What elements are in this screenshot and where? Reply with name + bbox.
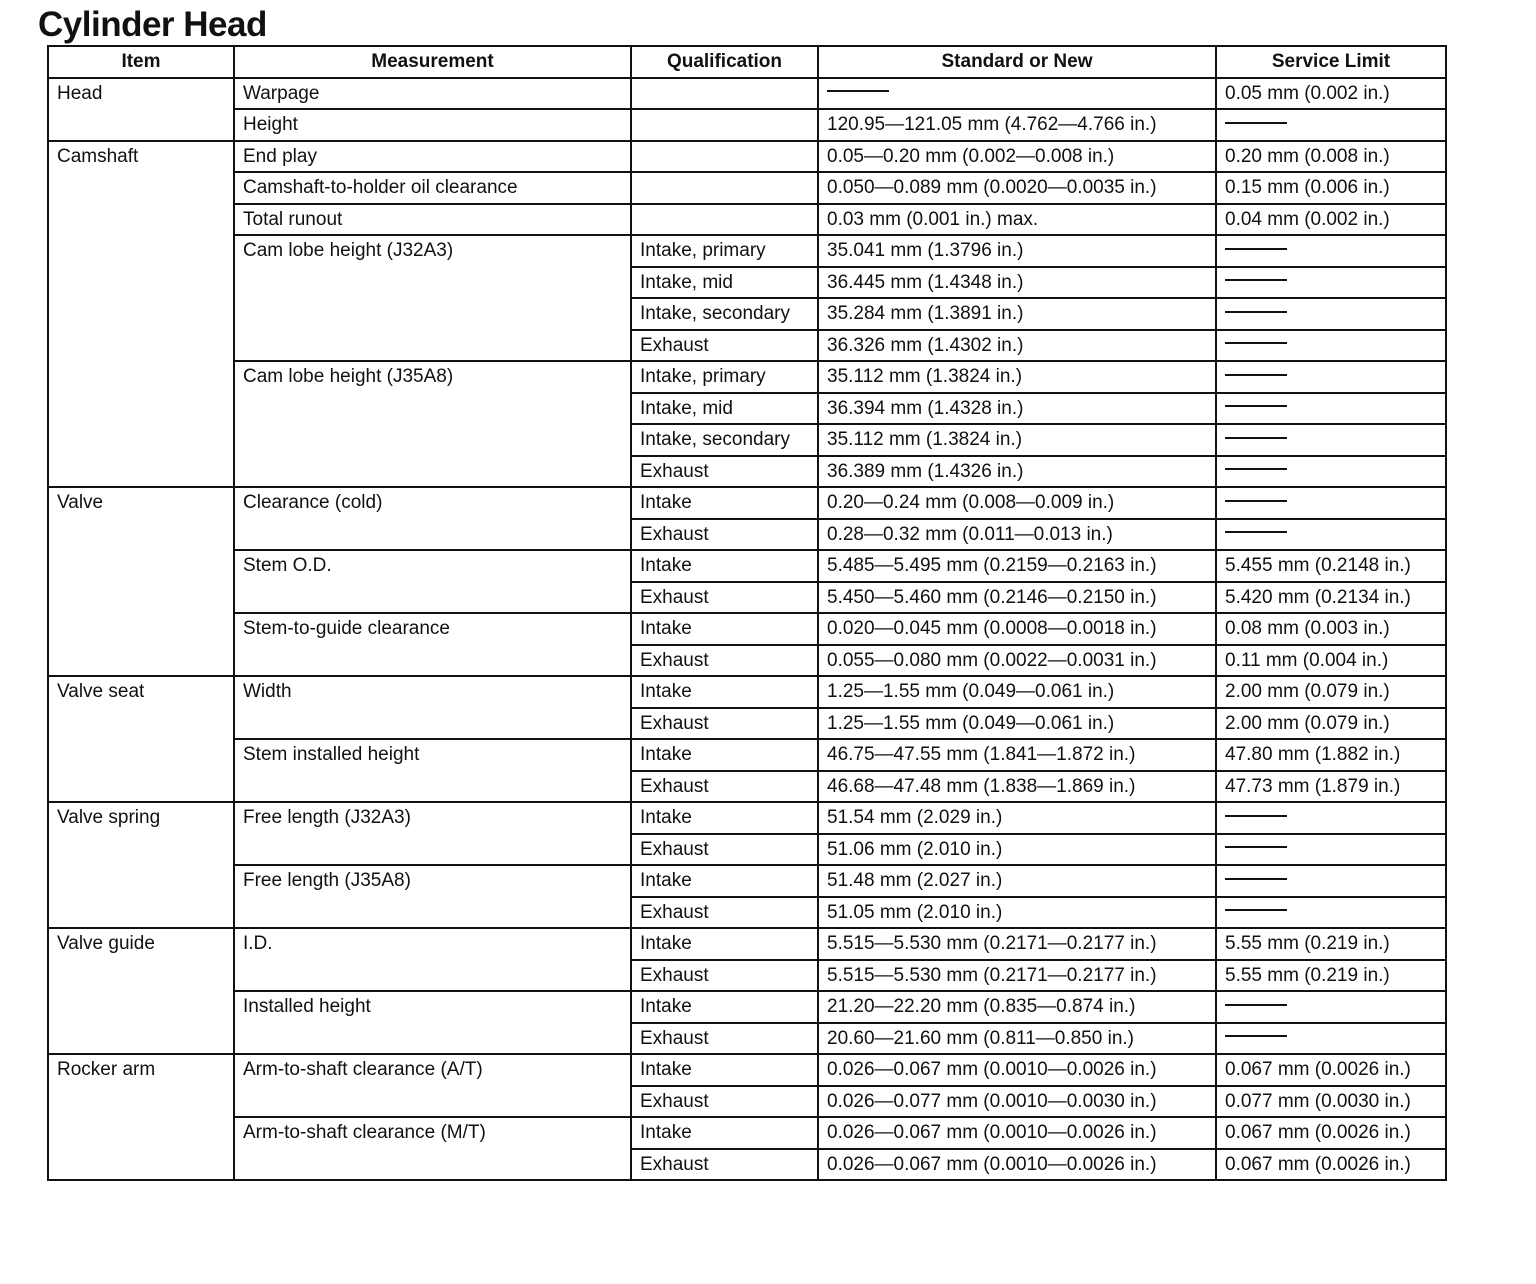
cell-item: Valve (48, 487, 234, 676)
table-row (48, 235, 1446, 267)
cell-service-limit (1216, 456, 1446, 488)
header-measurement: Measurement (234, 46, 631, 78)
cell-service-limit (1216, 487, 1446, 519)
cell-service-limit (1216, 330, 1446, 362)
cell-service-limit: 0.067 mm (0.0026 in.) (1216, 1117, 1446, 1149)
cell-service-limit (1216, 424, 1446, 456)
cell-standard: 1.25—1.55 mm (0.049—0.061 in.) (818, 676, 1216, 708)
cell-qualification: Intake (631, 1054, 818, 1086)
cell-service-limit (1216, 834, 1446, 866)
cell-standard: 5.485—5.495 mm (0.2159—0.2163 in.) (818, 550, 1216, 582)
cell-standard: 46.68—47.48 mm (1.838—1.869 in.) (818, 771, 1216, 803)
cell-service-limit: 0.05 mm (0.002 in.) (1216, 78, 1446, 110)
cell-service-limit (1216, 802, 1446, 834)
cell-service-limit (1216, 109, 1446, 141)
cell-service-limit: 47.73 mm (1.879 in.) (1216, 771, 1446, 803)
cell-standard: 35.112 mm (1.3824 in.) (818, 424, 1216, 456)
table-row (48, 928, 1446, 960)
cell-standard: 5.450—5.460 mm (0.2146—0.2150 in.) (818, 582, 1216, 614)
cell-standard: 36.326 mm (1.4302 in.) (818, 330, 1216, 362)
cell-qualification: Intake, primary (631, 235, 818, 267)
cell-qualification: Intake, primary (631, 361, 818, 393)
cell-qualification: Intake (631, 865, 818, 897)
cell-measurement: Height (234, 109, 631, 141)
cell-standard: 0.026—0.067 mm (0.0010—0.0026 in.) (818, 1149, 1216, 1181)
cell-standard: 0.03 mm (0.001 in.) max. (818, 204, 1216, 236)
cell-qualification: Intake (631, 487, 818, 519)
cell-service-limit (1216, 897, 1446, 929)
cell-standard: 51.54 mm (2.029 in.) (818, 802, 1216, 834)
cell-service-limit (1216, 1023, 1446, 1055)
cell-measurement: Width (234, 676, 631, 739)
cell-item: Head (48, 78, 234, 141)
cell-service-limit: 0.067 mm (0.0026 in.) (1216, 1054, 1446, 1086)
table-row (48, 865, 1446, 897)
cell-service-limit (1216, 298, 1446, 330)
cell-qualification: Intake (631, 928, 818, 960)
table-row (48, 361, 1446, 393)
table-row (48, 739, 1446, 771)
cell-standard: 1.25—1.55 mm (0.049—0.061 in.) (818, 708, 1216, 740)
cell-qualification: Intake (631, 991, 818, 1023)
cell-standard: 51.05 mm (2.010 in.) (818, 897, 1216, 929)
cell-service-limit: 5.55 mm (0.219 in.) (1216, 928, 1446, 960)
cell-standard: 0.05—0.20 mm (0.002—0.008 in.) (818, 141, 1216, 173)
table-row (48, 676, 1446, 708)
cell-service-limit: 0.15 mm (0.006 in.) (1216, 172, 1446, 204)
cell-standard: 35.284 mm (1.3891 in.) (818, 298, 1216, 330)
not-applicable-dash (1225, 405, 1287, 407)
not-applicable-dash (1225, 279, 1287, 281)
not-applicable-dash (1225, 122, 1287, 124)
not-applicable-dash (1225, 248, 1287, 250)
table-row (48, 141, 1446, 173)
cell-standard: 0.055—0.080 mm (0.0022—0.0031 in.) (818, 645, 1216, 677)
cell-service-limit: 0.08 mm (0.003 in.) (1216, 613, 1446, 645)
cell-standard: 35.112 mm (1.3824 in.) (818, 361, 1216, 393)
table-row (48, 613, 1446, 645)
cell-service-limit (1216, 361, 1446, 393)
cell-qualification: Exhaust (631, 834, 818, 866)
cell-standard: 5.515—5.530 mm (0.2171—0.2177 in.) (818, 960, 1216, 992)
cell-standard: 20.60—21.60 mm (0.811—0.850 in.) (818, 1023, 1216, 1055)
cell-service-limit (1216, 865, 1446, 897)
cell-service-limit: 0.067 mm (0.0026 in.) (1216, 1149, 1446, 1181)
cell-qualification: Intake (631, 802, 818, 834)
cell-qualification: Exhaust (631, 330, 818, 362)
cell-qualification: Intake, secondary (631, 424, 818, 456)
cell-qualification: Exhaust (631, 897, 818, 929)
not-applicable-dash (1225, 846, 1287, 848)
cell-qualification (631, 172, 818, 204)
table-row (48, 802, 1446, 834)
cell-measurement: Arm-to-shaft clearance (M/T) (234, 1117, 631, 1180)
cell-measurement: Warpage (234, 78, 631, 110)
cell-service-limit: 2.00 mm (0.079 in.) (1216, 708, 1446, 740)
cell-qualification: Exhaust (631, 1023, 818, 1055)
not-applicable-dash (1225, 311, 1287, 313)
cell-standard (818, 78, 1216, 110)
not-applicable-dash (1225, 531, 1287, 533)
header-service-limit: Service Limit (1216, 46, 1446, 78)
table-row (48, 172, 1446, 204)
cell-standard: 35.041 mm (1.3796 in.) (818, 235, 1216, 267)
header-standard: Standard or New (818, 46, 1216, 78)
cell-standard: 120.95—121.05 mm (4.762—4.766 in.) (818, 109, 1216, 141)
cell-qualification: Exhaust (631, 708, 818, 740)
cell-qualification: Exhaust (631, 456, 818, 488)
table-row (48, 1054, 1446, 1086)
cell-item: Valve guide (48, 928, 234, 1054)
cell-qualification (631, 78, 818, 110)
cell-measurement: End play (234, 141, 631, 173)
cell-service-limit: 47.80 mm (1.882 in.) (1216, 739, 1446, 771)
cell-service-limit: 0.04 mm (0.002 in.) (1216, 204, 1446, 236)
cell-service-limit: 0.11 mm (0.004 in.) (1216, 645, 1446, 677)
cell-service-limit (1216, 235, 1446, 267)
header-qualification: Qualification (631, 46, 818, 78)
table-row (48, 109, 1446, 141)
cell-service-limit (1216, 519, 1446, 551)
not-applicable-dash (1225, 1004, 1287, 1006)
cell-qualification (631, 141, 818, 173)
cell-qualification (631, 204, 818, 236)
cell-standard: 36.394 mm (1.4328 in.) (818, 393, 1216, 425)
not-applicable-dash (1225, 437, 1287, 439)
not-applicable-dash (1225, 500, 1287, 502)
cell-qualification: Intake, mid (631, 393, 818, 425)
cell-measurement: Total runout (234, 204, 631, 236)
cell-measurement: Cam lobe height (J35A8) (234, 361, 631, 487)
cell-standard: 0.026—0.077 mm (0.0010—0.0030 in.) (818, 1086, 1216, 1118)
not-applicable-dash (827, 90, 889, 92)
cell-standard: 21.20—22.20 mm (0.835—0.874 in.) (818, 991, 1216, 1023)
not-applicable-dash (1225, 468, 1287, 470)
cell-measurement: I.D. (234, 928, 631, 991)
cell-standard: 0.20—0.24 mm (0.008—0.009 in.) (818, 487, 1216, 519)
cell-qualification: Intake (631, 550, 818, 582)
cell-standard: 0.050—0.089 mm (0.0020—0.0035 in.) (818, 172, 1216, 204)
table-row (48, 487, 1446, 519)
cell-service-limit: 5.55 mm (0.219 in.) (1216, 960, 1446, 992)
table-row (48, 204, 1446, 236)
cell-service-limit: 0.20 mm (0.008 in.) (1216, 141, 1446, 173)
cell-standard: 5.515—5.530 mm (0.2171—0.2177 in.) (818, 928, 1216, 960)
cell-measurement: Installed height (234, 991, 631, 1054)
spec-table (47, 45, 1447, 1181)
not-applicable-dash (1225, 815, 1287, 817)
cell-service-limit: 2.00 mm (0.079 in.) (1216, 676, 1446, 708)
cell-qualification: Intake, secondary (631, 298, 818, 330)
cell-qualification: Exhaust (631, 1149, 818, 1181)
cell-qualification: Exhaust (631, 960, 818, 992)
cell-qualification: Intake (631, 676, 818, 708)
cell-qualification: Intake (631, 739, 818, 771)
page-title: Cylinder Head (38, 5, 267, 44)
cell-qualification: Exhaust (631, 519, 818, 551)
cell-qualification: Intake (631, 1117, 818, 1149)
cell-measurement: Stem O.D. (234, 550, 631, 613)
header-item: Item (48, 46, 234, 78)
not-applicable-dash (1225, 374, 1287, 376)
cell-measurement: Stem-to-guide clearance (234, 613, 631, 676)
cell-measurement: Stem installed height (234, 739, 631, 802)
cell-service-limit (1216, 267, 1446, 299)
cell-qualification: Exhaust (631, 645, 818, 677)
cell-standard: 0.28—0.32 mm (0.011—0.013 in.) (818, 519, 1216, 551)
cell-item: Valve spring (48, 802, 234, 928)
cell-item: Rocker arm (48, 1054, 234, 1180)
spec-table-body (48, 78, 1446, 1181)
cell-standard: 46.75—47.55 mm (1.841—1.872 in.) (818, 739, 1216, 771)
not-applicable-dash (1225, 1035, 1287, 1037)
cell-qualification: Exhaust (631, 771, 818, 803)
cell-measurement: Clearance (cold) (234, 487, 631, 550)
cell-qualification: Exhaust (631, 582, 818, 614)
cell-service-limit: 5.420 mm (0.2134 in.) (1216, 582, 1446, 614)
cell-standard: 36.389 mm (1.4326 in.) (818, 456, 1216, 488)
cell-measurement: Free length (J32A3) (234, 802, 631, 865)
cell-qualification: Intake, mid (631, 267, 818, 299)
table-row (48, 550, 1446, 582)
cell-qualification: Exhaust (631, 1086, 818, 1118)
cell-measurement: Camshaft-to-holder oil clearance (234, 172, 631, 204)
cell-standard: 0.026—0.067 mm (0.0010—0.0026 in.) (818, 1117, 1216, 1149)
cell-item: Valve seat (48, 676, 234, 802)
header-row (48, 46, 1446, 78)
cell-measurement: Free length (J35A8) (234, 865, 631, 928)
cell-standard: 51.48 mm (2.027 in.) (818, 865, 1216, 897)
cell-service-limit: 5.455 mm (0.2148 in.) (1216, 550, 1446, 582)
cell-service-limit (1216, 393, 1446, 425)
not-applicable-dash (1225, 342, 1287, 344)
cell-item: Camshaft (48, 141, 234, 488)
cell-measurement: Cam lobe height (J32A3) (234, 235, 631, 361)
table-row (48, 1117, 1446, 1149)
table-row (48, 78, 1446, 110)
not-applicable-dash (1225, 878, 1287, 880)
not-applicable-dash (1225, 909, 1287, 911)
cell-standard: 36.445 mm (1.4348 in.) (818, 267, 1216, 299)
cell-qualification (631, 109, 818, 141)
cell-service-limit: 0.077 mm (0.0030 in.) (1216, 1086, 1446, 1118)
cell-service-limit (1216, 991, 1446, 1023)
cell-standard: 0.020—0.045 mm (0.0008—0.0018 in.) (818, 613, 1216, 645)
cell-measurement: Arm-to-shaft clearance (A/T) (234, 1054, 631, 1117)
cell-standard: 51.06 mm (2.010 in.) (818, 834, 1216, 866)
cell-standard: 0.026—0.067 mm (0.0010—0.0026 in.) (818, 1054, 1216, 1086)
table-row (48, 991, 1446, 1023)
cell-qualification: Intake (631, 613, 818, 645)
